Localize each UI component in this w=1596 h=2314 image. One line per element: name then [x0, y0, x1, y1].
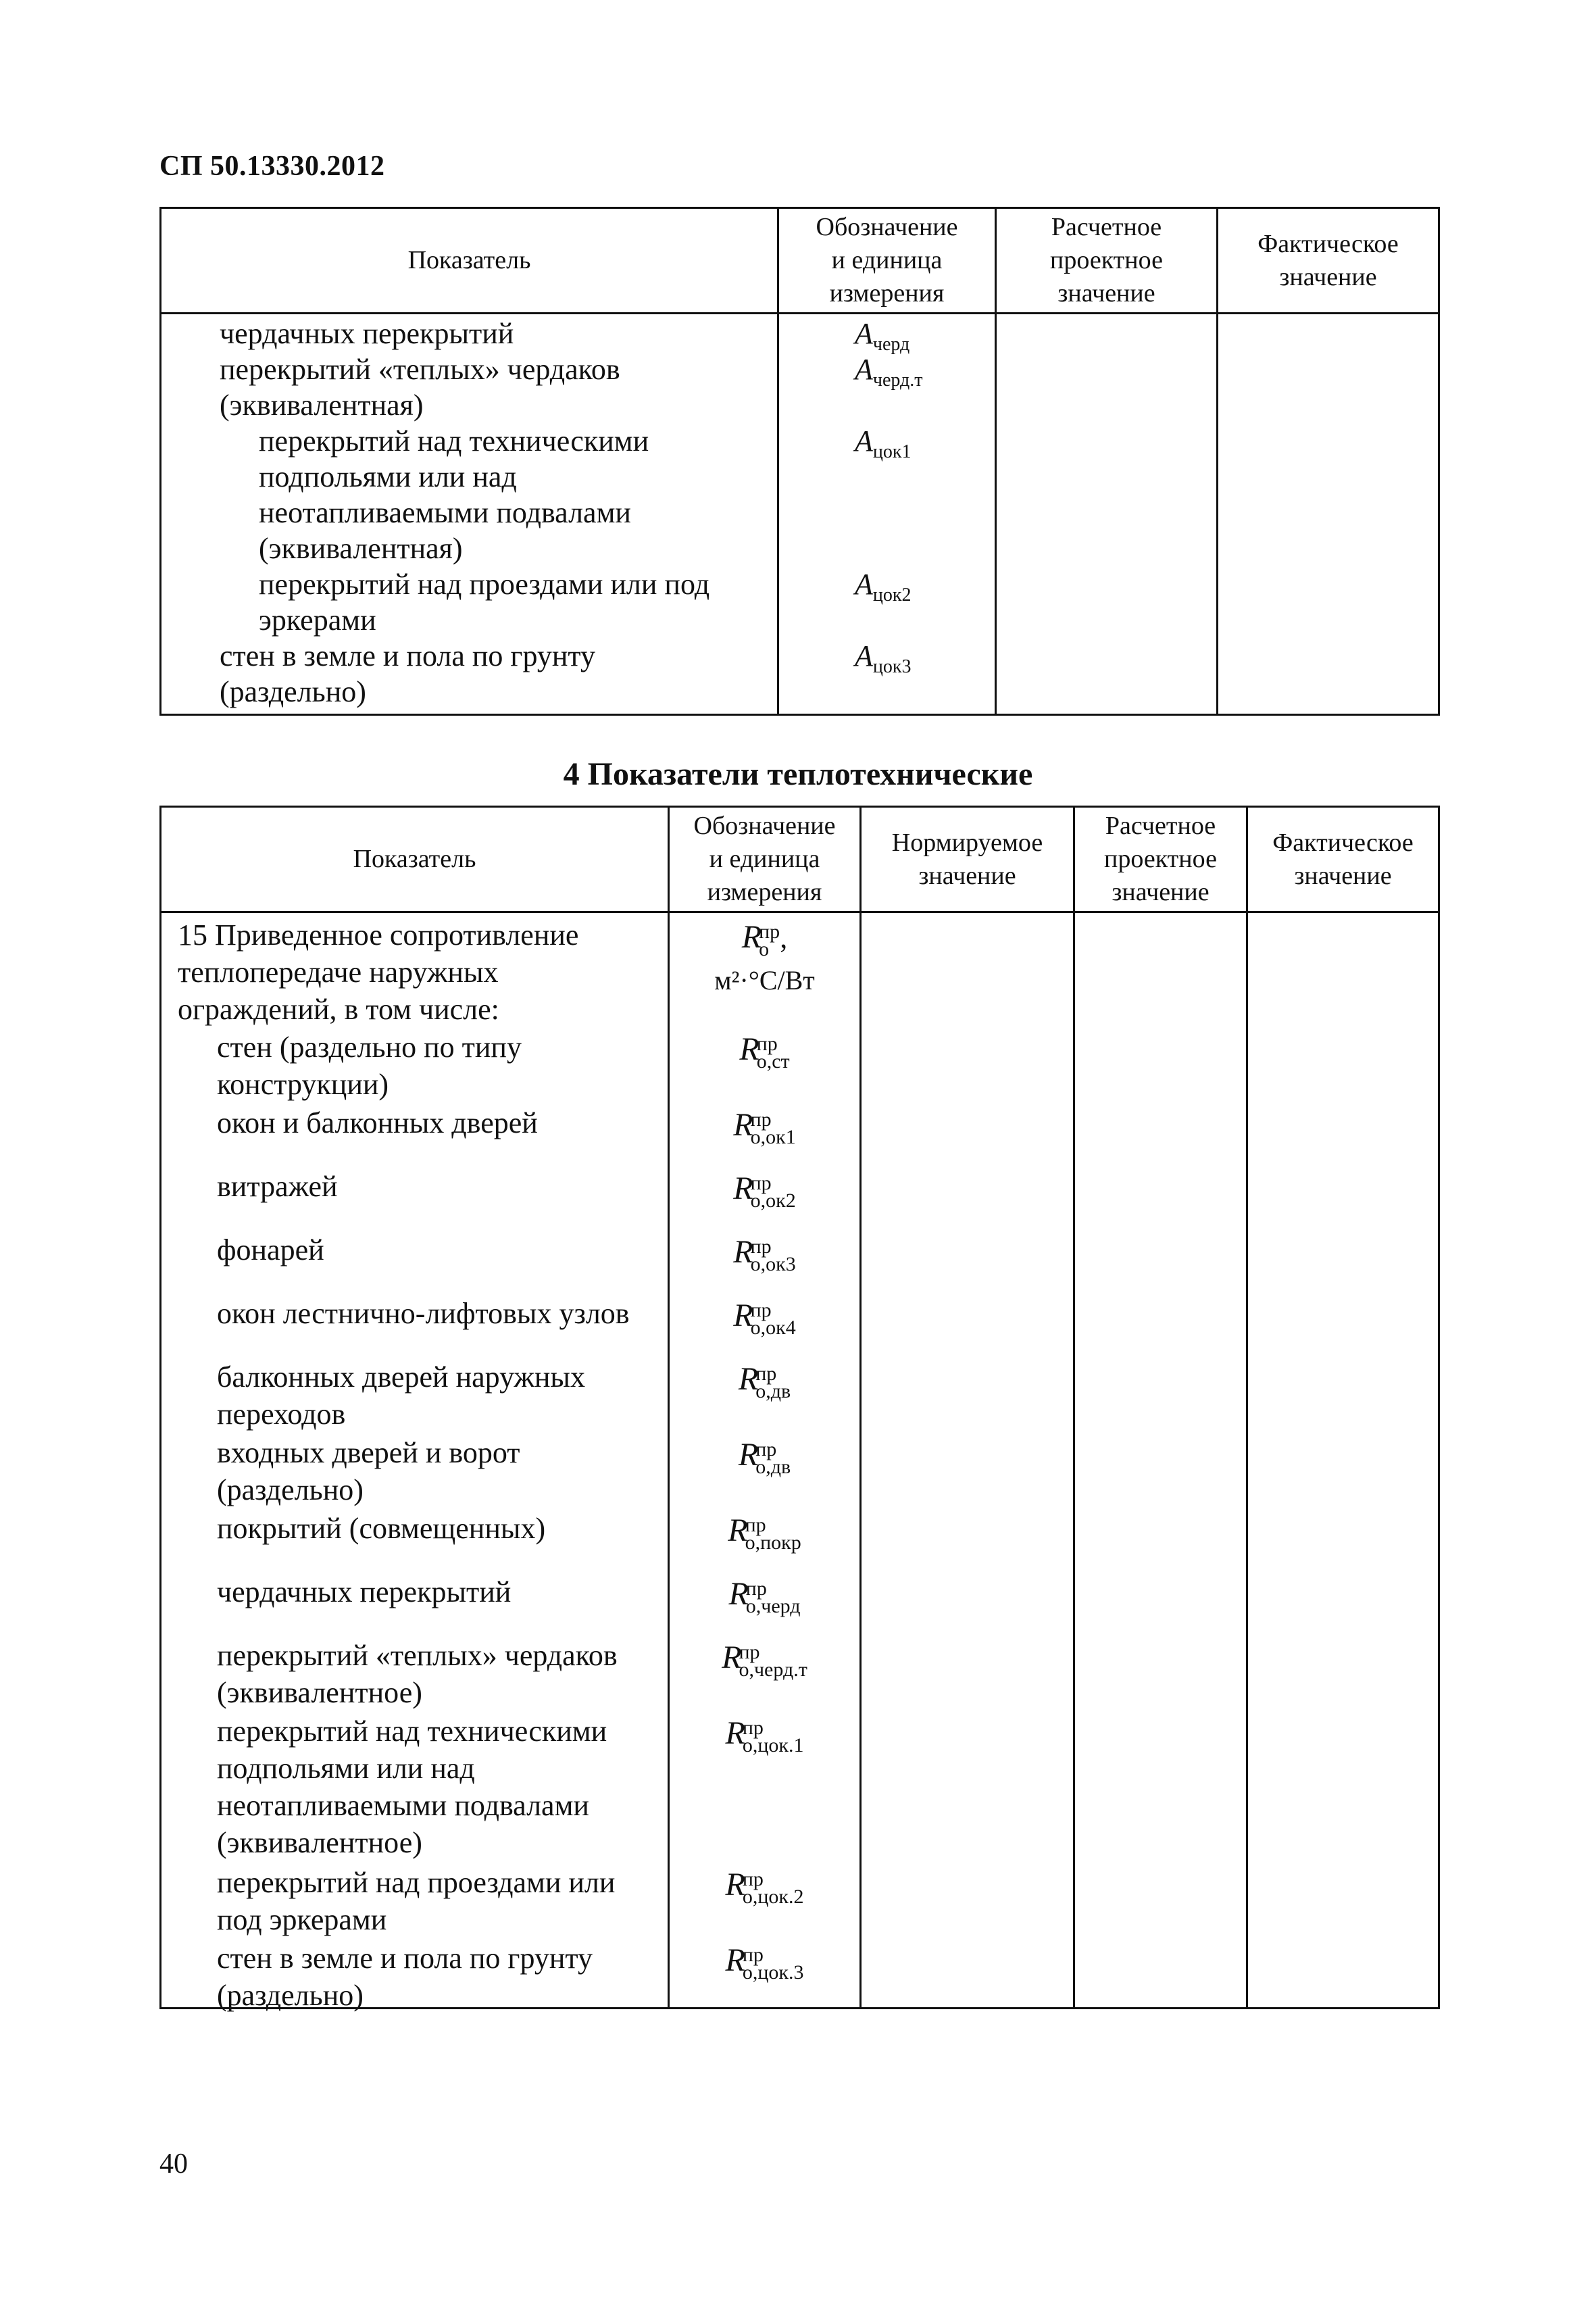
indicator-text: стен (раздельно по типу — [217, 1031, 522, 1064]
design-value-column — [1074, 912, 1247, 2009]
indicator-text: (эквивалентное) — [217, 1676, 422, 1709]
indicator-text: (раздельно) — [220, 675, 366, 708]
table-heat-loss-areas — [159, 207, 1440, 716]
table-thermal-indicators — [159, 806, 1440, 2012]
table-header-row — [161, 208, 1439, 314]
actual-value-column — [1247, 912, 1439, 2009]
designation-symbol: R пр о,цок.2 — [725, 1867, 804, 1908]
indicator-text: (раздельно) — [217, 1979, 364, 2012]
header-actual-value: Фактическое значение — [1247, 807, 1439, 912]
indicator-text: окон и балконных дверей — [217, 1106, 538, 1139]
designation-column — [778, 314, 996, 715]
designation-symbol: R пр о,дв — [738, 1361, 791, 1402]
table-header-row — [161, 807, 1439, 912]
header-normative-value: Нормируемое значение — [861, 807, 1074, 912]
normative-value-column — [861, 912, 1074, 2009]
indicator-text: чердачных перекрытий — [220, 317, 514, 350]
designation-symbol: R пр о,ст — [739, 1031, 790, 1073]
designation-symbol: $A_{черд.т}$ — [855, 353, 923, 391]
document-code: СП 50.13330.2012 — [159, 151, 385, 182]
indicator-text: переходов — [217, 1398, 346, 1431]
indicator-text: 15 Приведенное сопротивление — [178, 918, 579, 952]
designation-symbol: R пр о,ок2 — [733, 1171, 796, 1212]
indicator-text: подпольями или над — [259, 460, 517, 493]
designation-symbol: R пр о,черд — [728, 1576, 801, 1617]
indicator-text: перекрытий над техническими — [217, 1715, 607, 1748]
indicator-text: перекрытий над проездами или — [217, 1866, 616, 1899]
indicator-text: под эркерами — [217, 1903, 387, 1936]
page-number: 40 — [159, 2148, 188, 2180]
header-design-value: Расчетное проектное значение — [1074, 807, 1247, 912]
designation-symbol: R пр о , — [741, 919, 788, 960]
designation-symbol: R пр о,покр — [728, 1512, 801, 1554]
section-title: 4 Показатели теплотехнические — [563, 756, 1033, 792]
indicator-column — [161, 314, 778, 715]
indicator-text: окон лестнично-лифтовых узлов — [217, 1297, 630, 1330]
indicator-text: покрытий (совмещенных) — [217, 1512, 546, 1545]
header-indicator: Показатель — [161, 208, 778, 314]
designation-symbol: $A_{цок3}$ — [855, 639, 912, 677]
indicator-text: балконных дверей наружных — [217, 1360, 585, 1394]
actual-value-column — [1218, 314, 1439, 715]
indicator-text: перекрытий над проездами или под — [259, 568, 710, 601]
indicator-text: (эквивалентное) — [217, 1826, 422, 1859]
designation-column — [669, 912, 861, 2009]
indicator-text: (эквивалентная) — [259, 532, 463, 565]
header-actual-value: Фактическое значение — [1218, 208, 1439, 314]
indicator-text: перекрытий «теплых» чердаков — [220, 353, 620, 386]
indicator-text: конструкции) — [217, 1068, 389, 1101]
indicator-text: ограждений, в том числе: — [178, 993, 499, 1026]
indicator-text: входных дверей и ворот — [217, 1436, 520, 1469]
designation-symbol: R пр о,черд.т — [722, 1640, 807, 1681]
indicator-text: неотапливаемыми подвалами — [259, 496, 631, 529]
indicator-text: подпольями или над — [217, 1752, 475, 1785]
design-value-column — [996, 314, 1218, 715]
designation-symbol: R пр о,ок3 — [733, 1234, 796, 1275]
header-designation: Обозначение и единица измерения — [669, 807, 861, 912]
header-design-value: Расчетное проектное значение — [996, 208, 1218, 314]
designation-symbol: $A_{цок2}$ — [855, 568, 912, 606]
indicator-text: стен в земле и пола по грунту — [220, 639, 596, 672]
designation-symbol: R пр о,цок.3 — [725, 1942, 804, 1984]
designation-symbol: R пр о,ок1 — [733, 1107, 796, 1148]
indicator-text: эркерами — [259, 604, 376, 637]
indicator-text: перекрытий над техническими — [259, 424, 649, 458]
header-indicator: Показатель — [161, 807, 669, 912]
indicator-text: чердачных перекрытий — [217, 1575, 512, 1608]
indicator-text: витражей — [217, 1170, 338, 1203]
indicator-text: фонарей — [217, 1233, 324, 1266]
indicator-column — [161, 912, 669, 2012]
indicator-text: стен в земле и пола по грунту — [217, 1942, 593, 1975]
indicator-text: (раздельно) — [217, 1473, 364, 1506]
indicator-text: неотапливаемыми подвалами — [217, 1789, 589, 1822]
designation-symbol: $A_{цок1}$ — [855, 424, 912, 462]
designation-symbol: R пр о,дв — [738, 1437, 791, 1478]
designation-symbol: R пр о,цок.1 — [725, 1715, 804, 1756]
designation-symbol: $A_{черд}$ — [855, 317, 910, 355]
indicator-text: (эквивалентная) — [220, 389, 424, 422]
unit-label: м²·°С/Вт — [714, 965, 815, 995]
indicator-text: теплопередаче наружных — [178, 956, 499, 989]
indicator-text: перекрытий «теплых» чердаков — [217, 1639, 618, 1672]
designation-symbol: R пр о,ок4 — [733, 1298, 796, 1339]
header-designation: Обозначение и единица измерения — [778, 208, 996, 314]
